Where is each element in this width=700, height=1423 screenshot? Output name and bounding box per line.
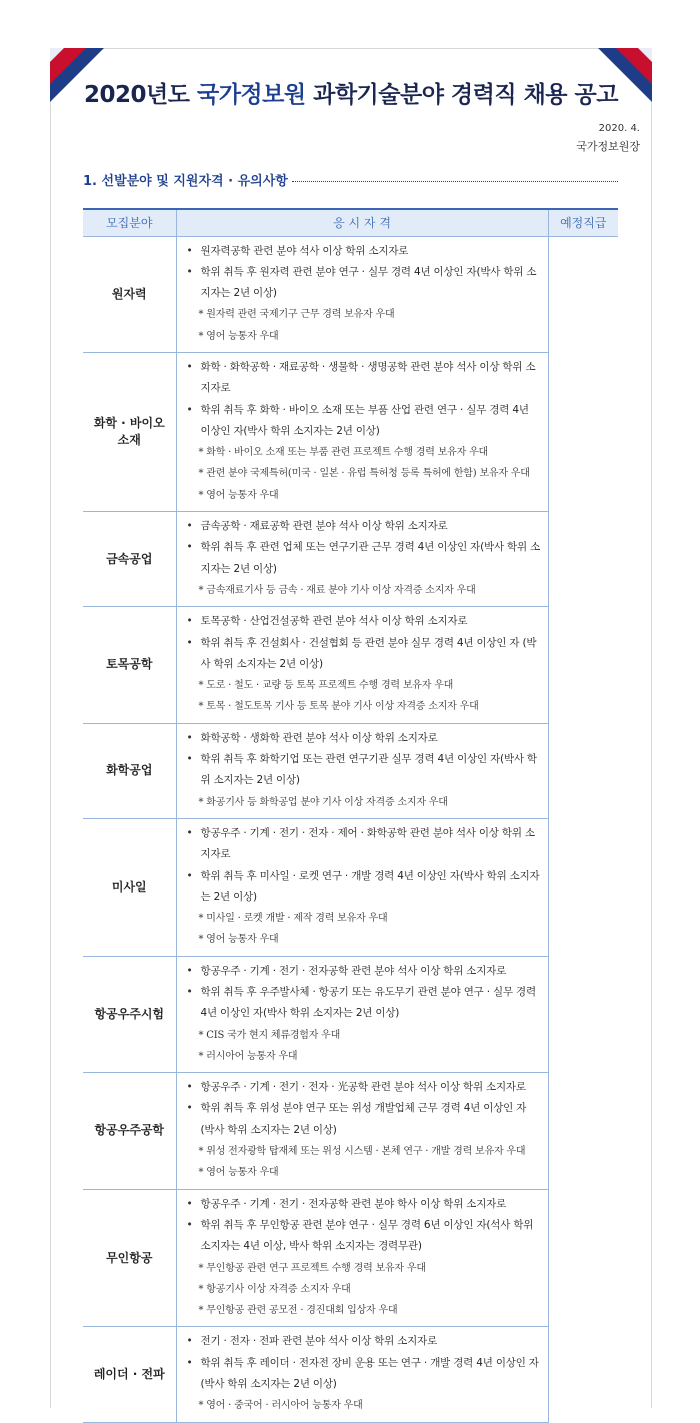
preference-note: * 항공기사 이상 자격증 소지자 우대 (198, 1283, 351, 1295)
table-row (83, 236, 618, 352)
qualification-item: • 학위 취득 후 화학기업 또는 관련 연구기관 실무 경력 4년 이상인 자(박사 학위 소지자는 2년 이상) (187, 749, 542, 792)
preference-note: * 금속재료기사 등 금속 · 재료 분야 기사 이상 자격증 소지자 우대 (198, 584, 476, 596)
preference-note: * 화학 · 바이오 소재 또는 부품 관련 프로젝트 수행 경력 보유자 우대 (198, 447, 488, 459)
qualification-item: • 학위 취득 후 레이더 · 전자전 장비 운용 또는 연구 · 개발 경력 4년 이상인 자 (박사 학위 소지자는 2년 이상) (187, 1353, 542, 1396)
qualification-item: • 화학공학 · 생화학 관련 분야 석사 이상 학위 소지자로 (187, 728, 542, 749)
preference-note: * 무인항공 관련 연구 프로젝트 수행 경력 보유자 우대 (198, 1262, 426, 1274)
qualification-item: • 화학 · 화학공학 · 재료공학 · 생물학 · 생명공학 관련 분야 석사 이상 학위 소지자로 (187, 357, 542, 400)
preference-note: * 토목 · 철도토목 기사 등 토목 분야 기사 이상 자격증 소지자 우대 (198, 701, 479, 713)
qualifications-cell (176, 1327, 548, 1422)
qualification-item: • 금속공학 · 재료공학 관련 분야 석사 이상 학위 소지자로 (187, 516, 542, 537)
preference-note: * 원자력 관련 국제기구 근무 경력 보유자 우대 (198, 309, 395, 321)
qualification-item: • 학위 취득 후 건설회사 · 건설협회 등 관련 분야 실무 경력 4년 이상인 자 (박사 학위 소지자는 2년 이상) (187, 633, 542, 676)
recruit-field: 화학 · 바이오 소재 (83, 352, 176, 511)
preference-note: * 영어 능통자 우대 (198, 330, 279, 342)
qualification-item: • 토목공학 · 산업건설공학 관련 분야 석사 이상 학위 소지자로 (187, 611, 542, 632)
preference-note: * 도로 · 철도 · 교량 등 토목 프로젝트 수행 경력 보유자 우대 (198, 680, 454, 692)
recruit-field: 무인항공 (83, 1189, 176, 1327)
issue-info (576, 122, 640, 156)
preference-note: * 영어 능통자 우대 (198, 934, 279, 946)
title-rest: 과학기술분야 경력직 채용 공고 (313, 82, 618, 108)
preference-note: * 위성 전자광학 탑재체 또는 위성 시스템 · 본체 연구 · 개발 경력 보유자 우대 (198, 1146, 526, 1158)
issue-date: 2020. 4. (598, 123, 640, 134)
qualification-item: • 항공우주 · 기계 · 전기 · 전자공학 관련 분야 학사 이상 학위 소지자로 (187, 1194, 542, 1215)
table-row (83, 723, 618, 818)
requirements-table (83, 208, 618, 1423)
qualifications-cell (176, 607, 548, 723)
table-row (83, 818, 618, 956)
header-qualifications: 응 시 자 격 (176, 209, 548, 236)
preference-note: * 미사일 · 로켓 개발 · 제작 경력 보유자 우대 (198, 913, 388, 925)
header-rank: 예정직급 (548, 209, 618, 236)
qualification-item: • 학위 취득 후 미사일 · 로켓 연구 · 개발 경력 4년 이상인 자(박사 학위 소지자는 2년 이상) (187, 866, 542, 909)
issuer: 국가정보원장 (576, 140, 640, 153)
recruit-field: 미사일 (83, 818, 176, 956)
qualification-item: • 항공우주 · 기계 · 전기 · 전자 · 제어 · 화학공학 관련 분야 석사 이상 학위 소지자로 (187, 823, 542, 866)
section-heading (83, 170, 618, 188)
rank-cell (548, 236, 618, 1422)
recruit-field: 항공우주시험 (83, 956, 176, 1072)
qualifications-cell (176, 818, 548, 956)
recruit-field: 토목공학 (83, 607, 176, 723)
preference-note: * 화공기사 등 화학공업 분야 기사 이상 자격증 소지자 우대 (198, 796, 448, 808)
qualification-item: • 학위 취득 후 무인항공 관련 분야 연구 · 실무 경력 6년 이상인 자(석사 학위 소지자는 4년 이상, 박사 학위 소지자는 경력무관) (187, 1215, 542, 1258)
qualification-item: • 항공우주 · 기계 · 전기 · 전자공학 관련 분야 석사 이상 학위 소지자로 (187, 961, 542, 982)
preference-note: * 러시아어 능통자 우대 (198, 1050, 298, 1062)
recruit-field: 원자력 (83, 236, 176, 352)
page-title (50, 76, 652, 109)
preference-note: * CIS 국가 현지 체류경험자 우대 (198, 1029, 341, 1041)
qualifications-cell (176, 236, 548, 352)
table-row (83, 607, 618, 723)
qualification-item: • 학위 취득 후 우주발사체 · 항공기 또는 유도무기 관련 분야 연구 · 실무 경력 4년 이상인 자(박사 학위 소지자는 2년 이상) (187, 982, 542, 1025)
qualifications-cell (176, 512, 548, 607)
table-header-row (83, 209, 618, 236)
qualification-item: • 학위 취득 후 원자력 관련 분야 연구 · 실무 경력 4년 이상인 자(박사 학위 소지자는 2년 이상) (187, 262, 542, 305)
qualification-item: • 학위 취득 후 화학 · 바이오 소재 또는 부품 산업 관련 연구 · 실무 경력 4년 이상인 자(박사 학위 소지자는 2년 이상) (187, 400, 542, 443)
table-row (83, 956, 618, 1072)
section-title: 1. 선발분야 및 지원자격 · 유의사항 (83, 173, 288, 189)
recruit-field: 항공우주공학 (83, 1073, 176, 1189)
qualifications-cell (176, 723, 548, 818)
table-row (83, 352, 618, 511)
qualifications-cell (176, 956, 548, 1072)
preference-note: * 영어 능통자 우대 (198, 1167, 279, 1179)
qualifications-cell (176, 352, 548, 511)
table-row (83, 1327, 618, 1422)
preference-note: * 영어 · 중국어 · 러시아어 능통자 우대 (198, 1400, 363, 1412)
header-field: 모집분야 (83, 209, 176, 236)
recruit-field: 화학공업 (83, 723, 176, 818)
qualifications-cell (176, 1189, 548, 1327)
qualification-item: • 학위 취득 후 위성 분야 연구 또는 위성 개발업체 근무 경력 4년 이상인 자 (박사 학위 소지자는 2년 이상) (187, 1098, 542, 1141)
table-row (83, 512, 618, 607)
recruit-field: 금속공업 (83, 512, 176, 607)
section-dotted-line (292, 181, 618, 182)
qualification-item: • 학위 취득 후 관련 업체 또는 연구기관 근무 경력 4년 이상인 자(박사 학위 소지자는 2년 이상) (187, 537, 542, 580)
qualification-item: • 원자력공학 관련 분야 석사 이상 학위 소지자로 (187, 241, 542, 262)
preference-note: * 관련 분야 국제특허(미국 · 일본 · 유럽 특허청 등록 특허에 한함) 보유자 우대 (198, 468, 530, 480)
table-row (83, 1073, 618, 1189)
qualification-item: • 항공우주 · 기계 · 전기 · 전자 · 光공학 관련 분야 석사 이상 학위 소지자로 (187, 1077, 542, 1098)
preference-note: * 영어 능통자 우대 (198, 489, 279, 501)
title-org: 국가정보원 (197, 82, 306, 108)
title-year: 2020년도 (84, 82, 190, 108)
preference-note: * 무인항공 관련 공모전 · 경진대회 입상자 우대 (198, 1305, 398, 1317)
qualification-item: • 전기 · 전자 · 전파 관련 분야 석사 이상 학위 소지자로 (187, 1331, 542, 1352)
table-row (83, 1189, 618, 1327)
recruit-field: 레이더 · 전파 (83, 1327, 176, 1422)
qualifications-cell (176, 1073, 548, 1189)
